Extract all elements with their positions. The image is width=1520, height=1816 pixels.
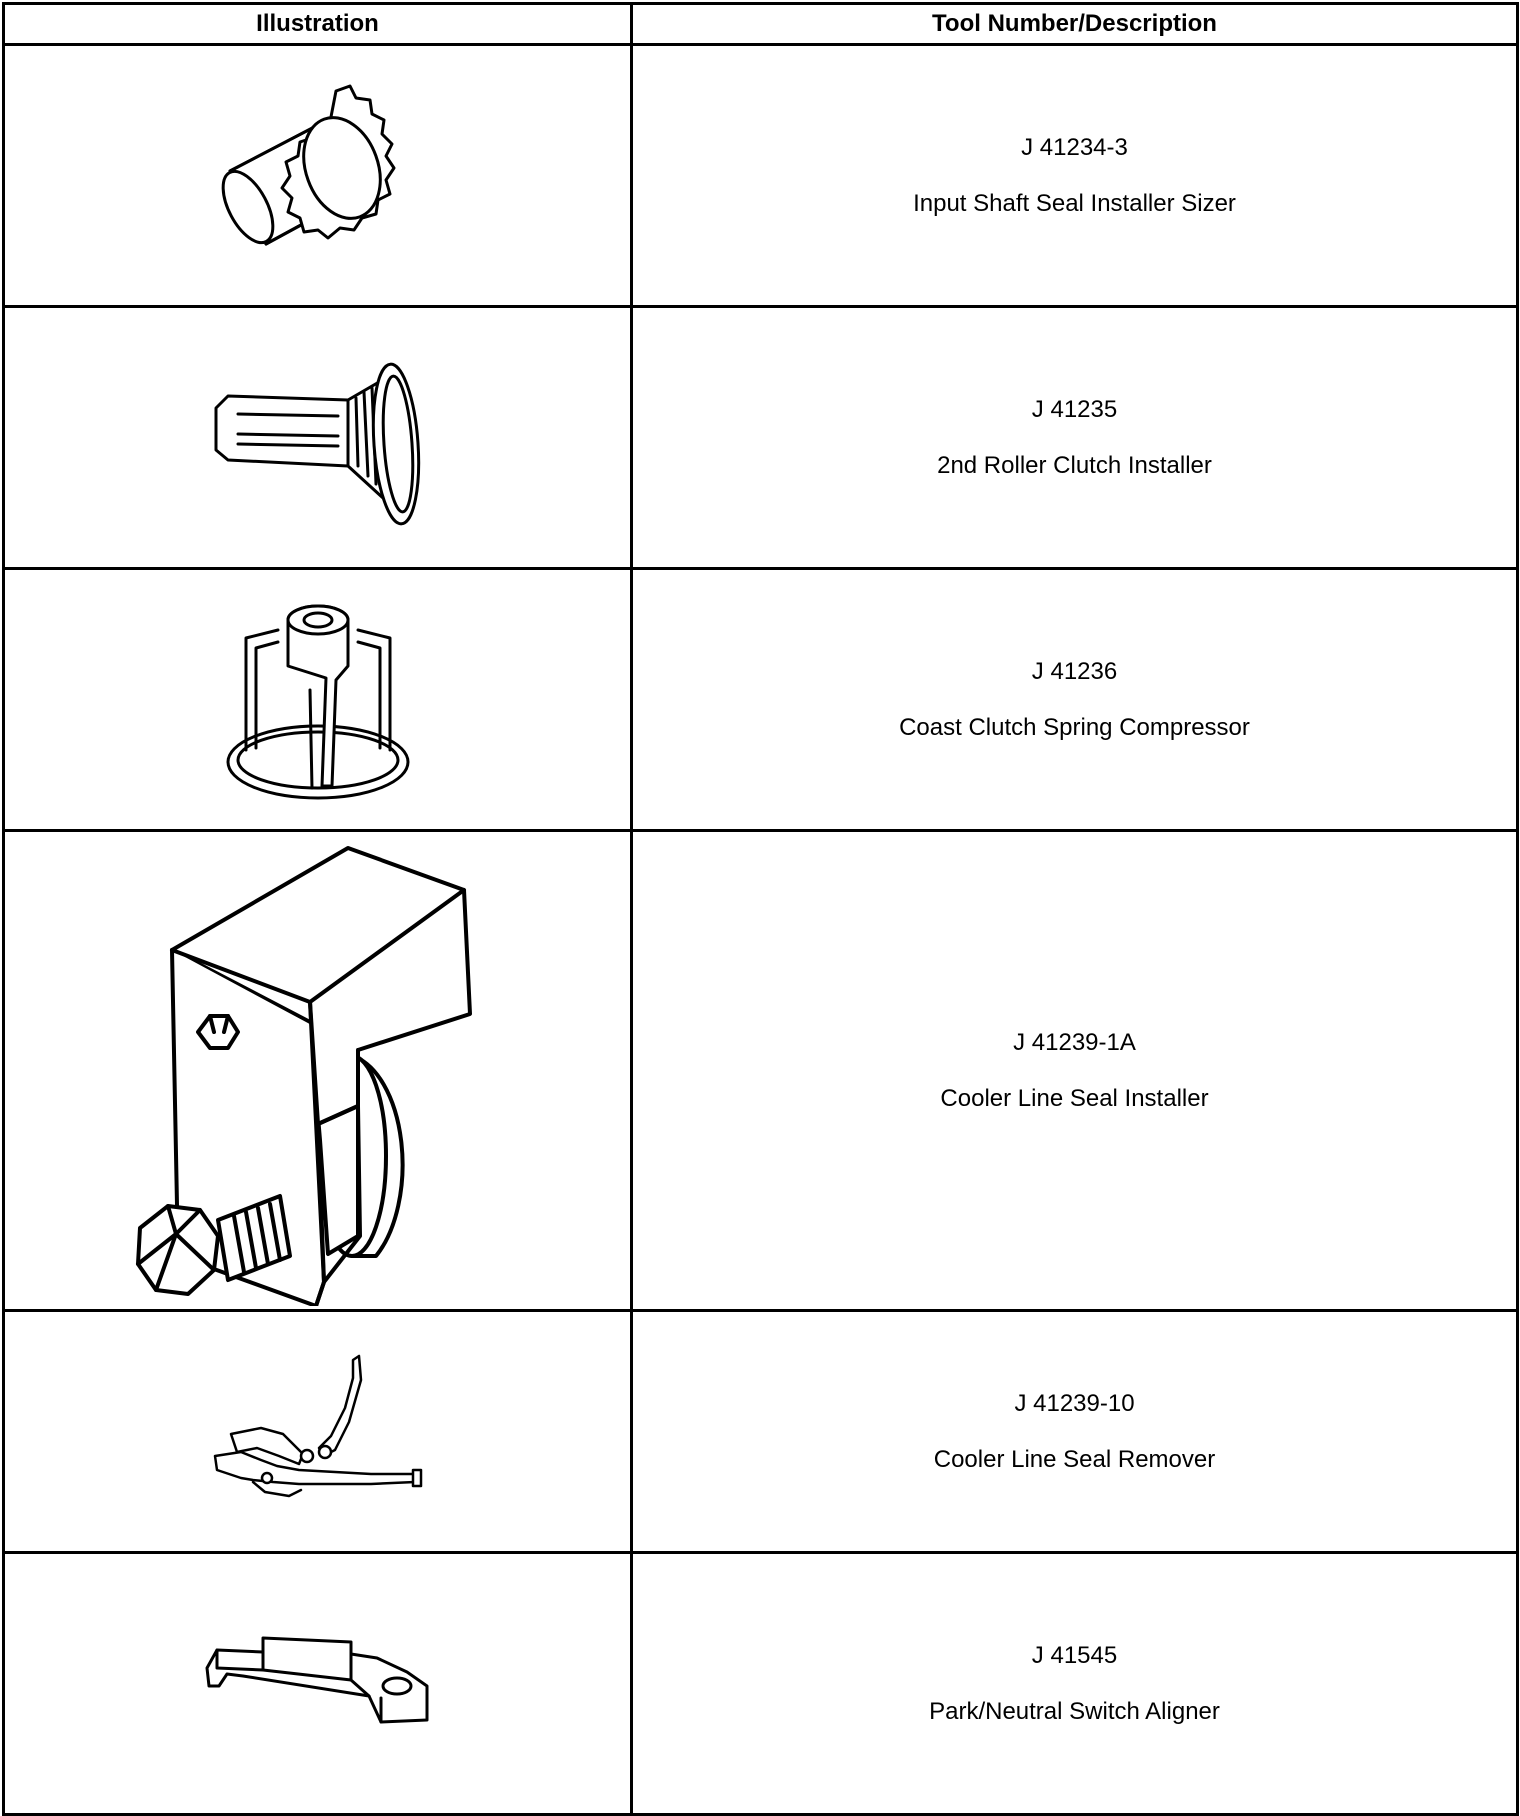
table-row <box>4 831 1518 1311</box>
locking-pliers-icon <box>203 1352 433 1512</box>
description-cell <box>632 45 1518 307</box>
table-row <box>4 569 1518 831</box>
description-cell <box>632 831 1518 1311</box>
description-cell <box>632 569 1518 831</box>
tool-description: 2nd Roller Clutch Installer <box>937 451 1212 479</box>
tool-description: Input Shaft Seal Installer Sizer <box>913 189 1236 217</box>
table-header-row <box>4 4 1518 45</box>
tool-column-header: Tool Number/Description <box>632 4 1518 45</box>
description-cell <box>632 307 1518 569</box>
tool-number: J 41545 <box>1031 1641 1118 1669</box>
table-row <box>4 45 1518 307</box>
tool-description: Cooler Line Seal Installer <box>940 1084 1209 1112</box>
illustration-cell <box>4 1553 632 1815</box>
table-row <box>4 1553 1518 1815</box>
table-row <box>4 307 1518 569</box>
special-tools-table <box>2 2 1519 1816</box>
table-row <box>4 1311 1518 1553</box>
description-cell <box>632 1311 1518 1553</box>
switch-aligner-icon <box>203 1624 433 1744</box>
illustration-cell <box>4 45 632 307</box>
tool-number: J 41236 <box>1031 657 1118 685</box>
tool-number: J 41239-1A <box>1013 1028 1136 1056</box>
tool-description: Park/Neutral Switch Aligner <box>929 1697 1220 1725</box>
spring-compressor-icon <box>218 590 418 810</box>
illustration-cell <box>4 831 632 1311</box>
tool-number: J 41235 <box>1031 395 1118 423</box>
input-shaft-seal-installer-sizer-icon <box>208 76 428 276</box>
roller-clutch-installer-icon <box>198 348 438 528</box>
illustration-cell <box>4 569 632 831</box>
tool-description: Cooler Line Seal Remover <box>933 1445 1216 1473</box>
illustration-cell <box>4 307 632 569</box>
tool-description: Coast Clutch Spring Compressor <box>899 713 1250 741</box>
description-cell <box>632 1553 1518 1815</box>
illustration-column-header: Illustration <box>4 4 632 45</box>
tool-number: J 41239-10 <box>1014 1389 1135 1417</box>
cooler-line-seal-installer-icon <box>128 836 508 1306</box>
tool-number: J 41234-3 <box>1021 133 1128 161</box>
illustration-cell <box>4 1311 632 1553</box>
